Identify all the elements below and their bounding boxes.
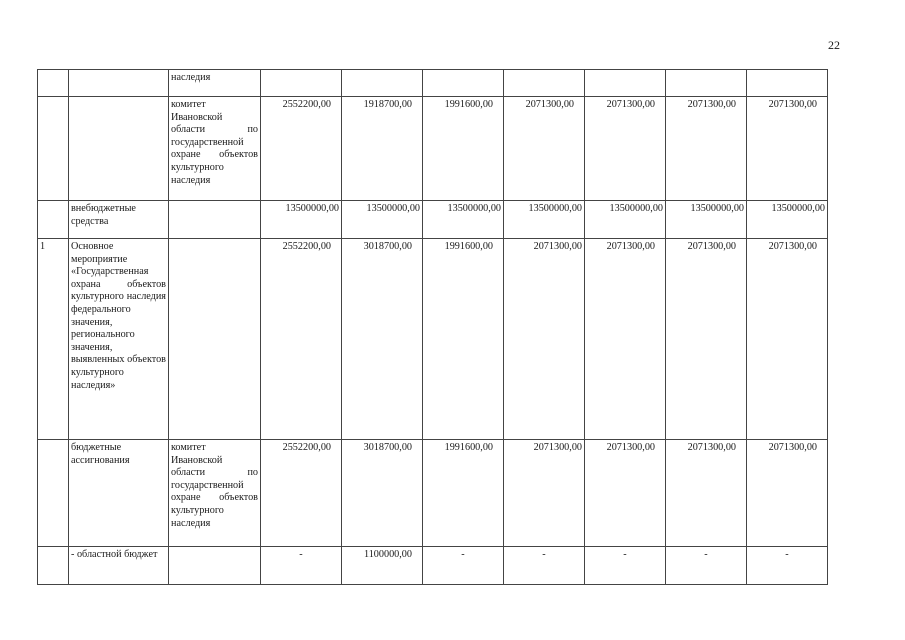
value-cell: 2071300,00 xyxy=(747,440,828,547)
value-cell: 2071300,00 xyxy=(585,97,666,201)
row-name-cell xyxy=(69,70,169,97)
value-cell: 2071300,00 xyxy=(747,97,828,201)
row-name-cell: бюджетные ассигнования xyxy=(69,440,169,547)
value-cell: 2071300,00 xyxy=(666,440,747,547)
value-cell xyxy=(747,70,828,97)
value-cell: 13500000,00 xyxy=(423,201,504,239)
value-cell: 1991600,00 xyxy=(423,97,504,201)
executor-cell xyxy=(169,201,261,239)
row-number-cell xyxy=(38,201,69,239)
value-cell: 2071300,00 xyxy=(585,239,666,440)
value-cell: 2071300,00 xyxy=(585,440,666,547)
value-cell: 2071300,00 xyxy=(504,440,585,547)
value-cell xyxy=(342,70,423,97)
value-cell: 3018700,00 xyxy=(342,239,423,440)
value-cell: 2552200,00 xyxy=(261,239,342,440)
executor-cell xyxy=(169,239,261,440)
value-cell: 2071300,00 xyxy=(666,97,747,201)
value-cell xyxy=(585,70,666,97)
row-name-cell: Основное мероприятие «Государственная охрана объектов культурного наследия федерального значения, регионального значения, выявленных объектов культурного наследия» xyxy=(69,239,169,440)
value-cell: 13500000,00 xyxy=(666,201,747,239)
row-number-cell: 1 xyxy=(38,239,69,440)
value-cell: 1100000,00 xyxy=(342,547,423,585)
row-name-cell xyxy=(69,97,169,201)
value-cell: - xyxy=(585,547,666,585)
row-number-cell xyxy=(38,440,69,547)
value-cell xyxy=(666,70,747,97)
value-cell: 2071300,00 xyxy=(504,97,585,201)
value-cell: 13500000,00 xyxy=(504,201,585,239)
executor-cell: комитет Ивановской области по государственной охране объектов культурного наследия xyxy=(169,440,261,547)
value-cell: 1991600,00 xyxy=(423,239,504,440)
executor-cell: наследия xyxy=(169,70,261,97)
value-cell: 2071300,00 xyxy=(666,239,747,440)
value-cell: - xyxy=(666,547,747,585)
value-cell: 13500000,00 xyxy=(342,201,423,239)
value-cell: 2552200,00 xyxy=(261,97,342,201)
executor-cell: комитет Ивановской области по государственной охране объектов культурного наследия xyxy=(169,97,261,201)
table-row xyxy=(38,547,828,585)
row-number-cell xyxy=(38,547,69,585)
page-number: 22 xyxy=(828,38,840,52)
value-cell: 2552200,00 xyxy=(261,440,342,547)
value-cell: 13500000,00 xyxy=(747,201,828,239)
value-cell xyxy=(423,70,504,97)
value-cell: 2071300,00 xyxy=(747,239,828,440)
value-cell: - xyxy=(747,547,828,585)
table-row xyxy=(38,440,828,547)
value-cell: 1991600,00 xyxy=(423,440,504,547)
table-row xyxy=(38,239,828,440)
value-cell xyxy=(261,70,342,97)
row-number-cell xyxy=(38,70,69,97)
value-cell: - xyxy=(504,547,585,585)
value-cell: 2071300,00 xyxy=(504,239,585,440)
table-row xyxy=(38,70,828,97)
value-cell: 13500000,00 xyxy=(585,201,666,239)
table-row xyxy=(38,201,828,239)
value-cell: 13500000,00 xyxy=(261,201,342,239)
row-name-cell: - областной бюджет xyxy=(69,547,169,585)
row-name-cell: внебюджетные средства xyxy=(69,201,169,239)
value-cell: 3018700,00 xyxy=(342,440,423,547)
budget-table xyxy=(37,69,828,585)
value-cell: 1918700,00 xyxy=(342,97,423,201)
table-row xyxy=(38,97,828,201)
row-number-cell xyxy=(38,97,69,201)
value-cell xyxy=(504,70,585,97)
value-cell: - xyxy=(261,547,342,585)
executor-cell xyxy=(169,547,261,585)
value-cell: - xyxy=(423,547,504,585)
